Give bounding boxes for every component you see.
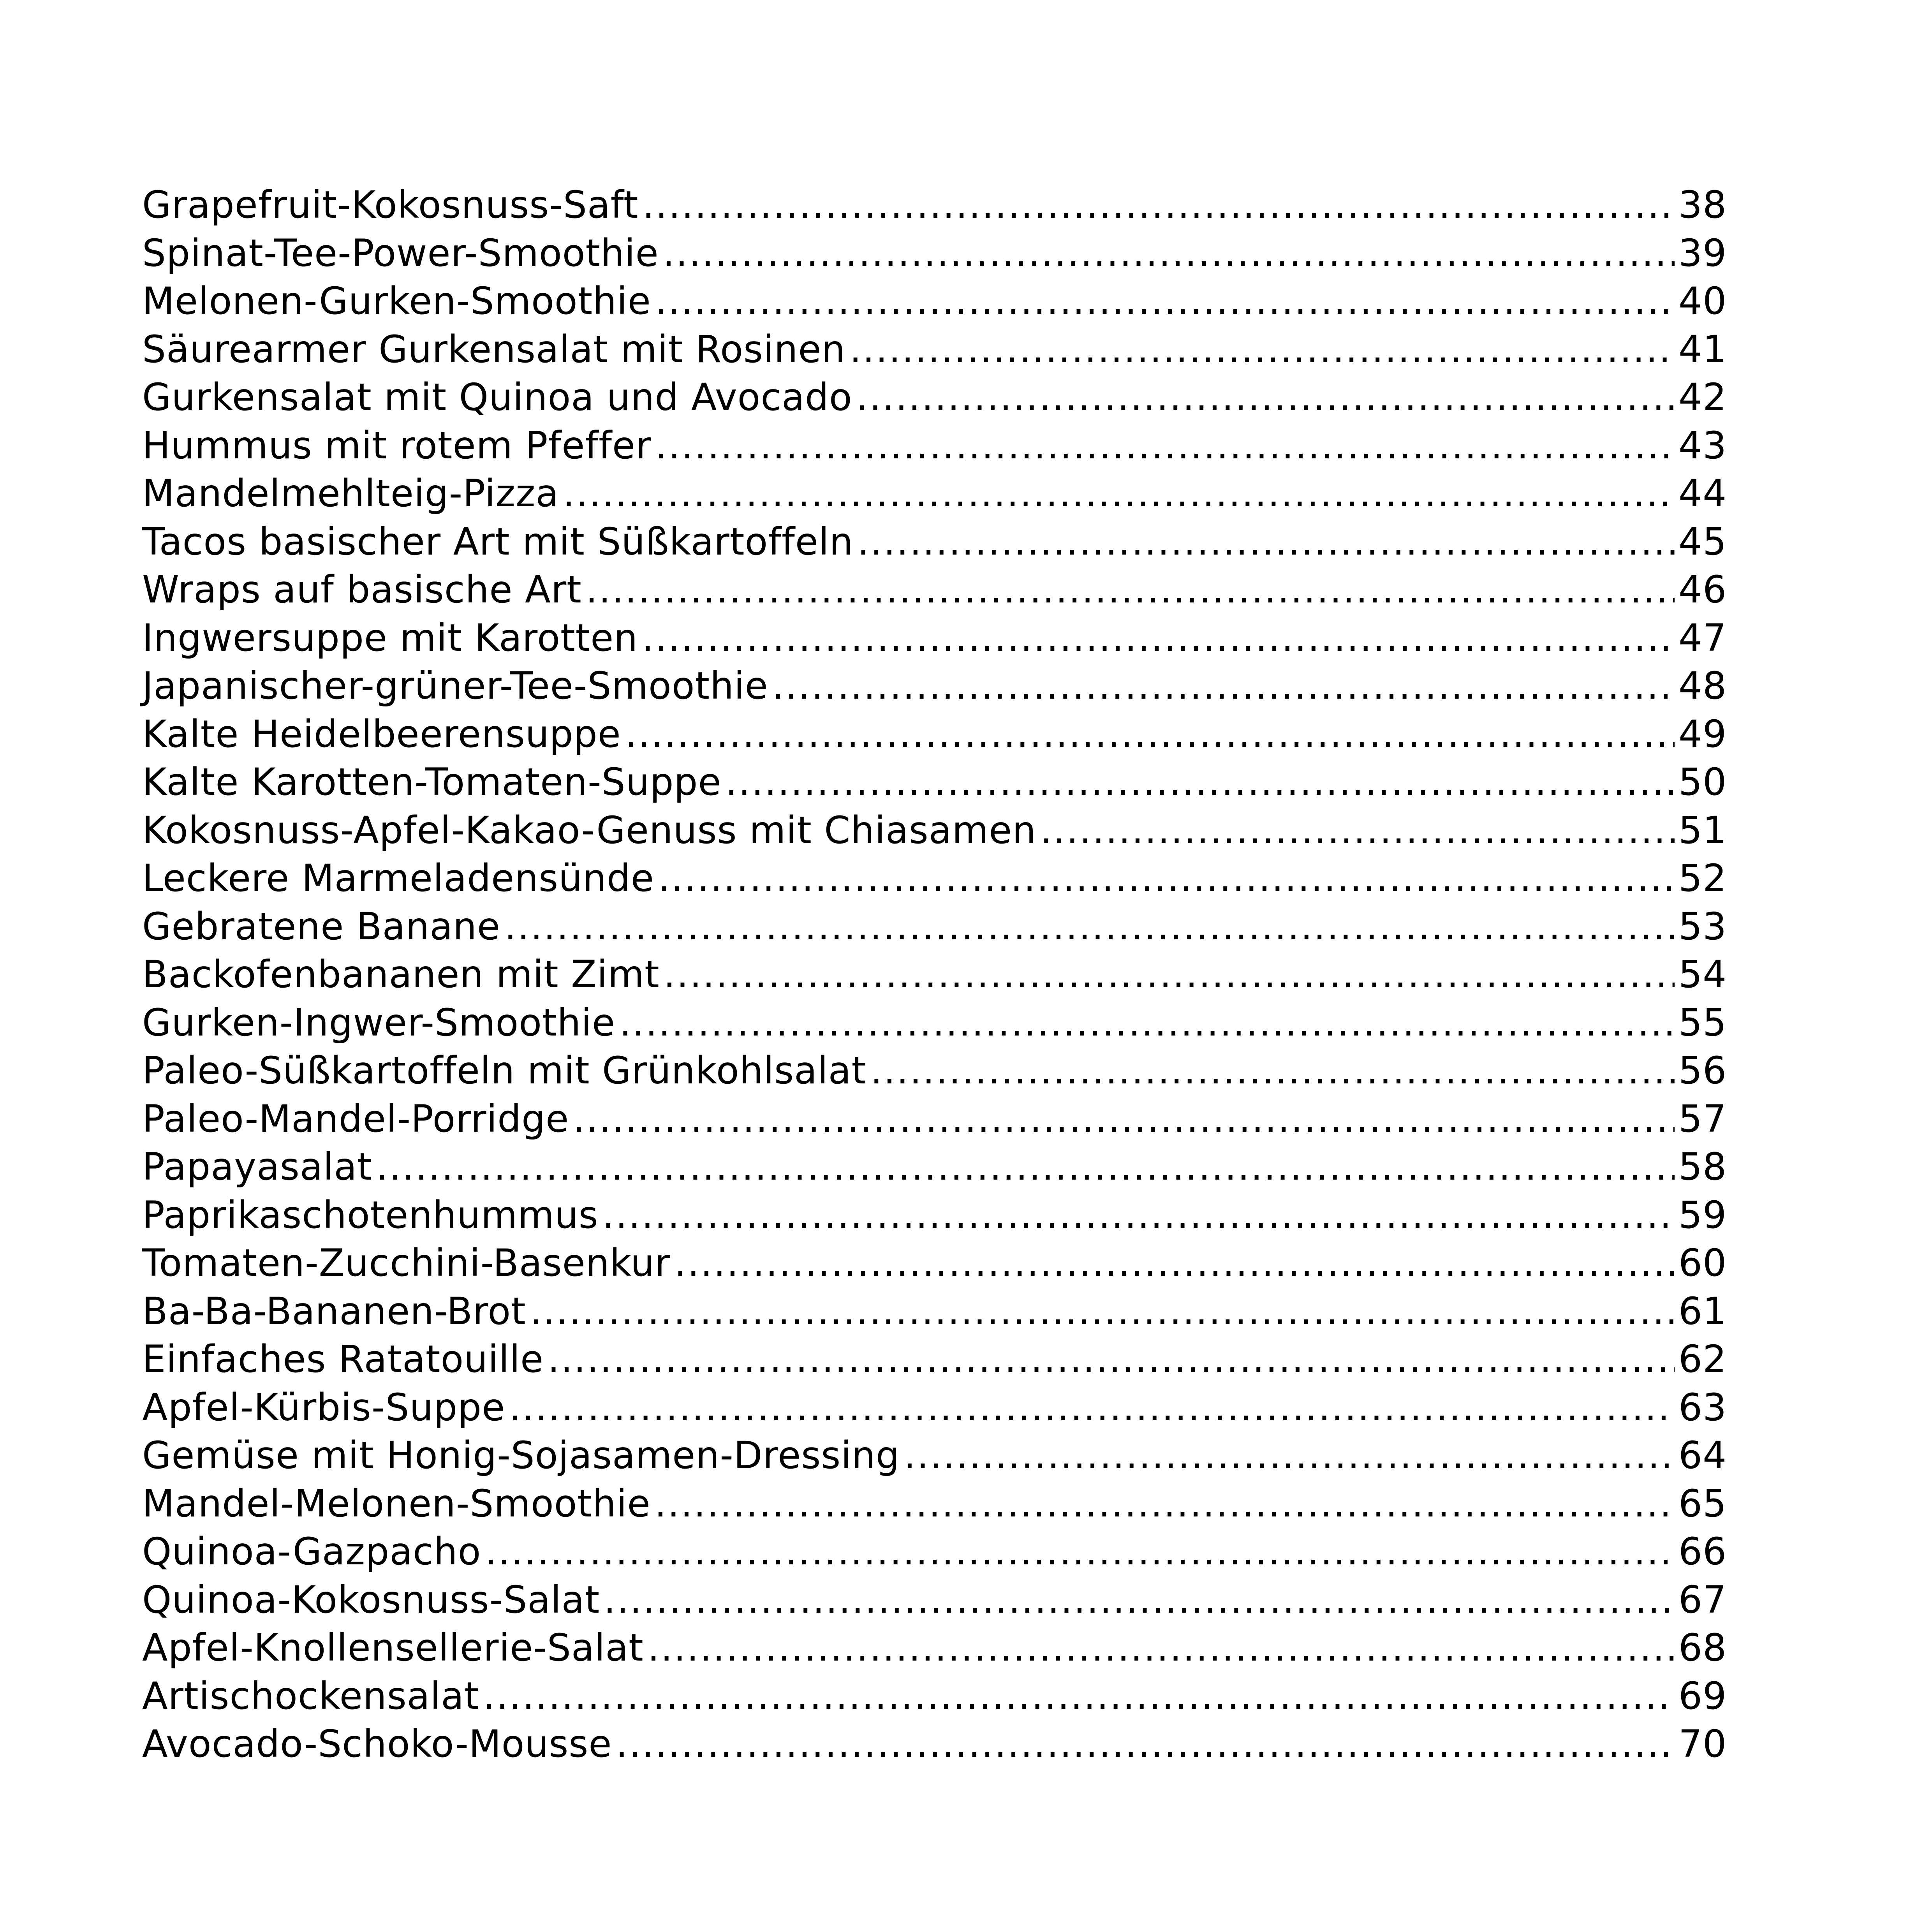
toc-entry-page-number: 69 <box>1678 1674 1727 1718</box>
toc-entry-page-number: 59 <box>1678 1193 1727 1237</box>
toc-dot-leader <box>563 470 1675 518</box>
toc-dot-leader <box>1040 807 1675 855</box>
toc-entry-page-number: 51 <box>1678 808 1727 852</box>
toc-entry-title: Papayasalat <box>142 1145 372 1189</box>
toc-entry-page-number: 41 <box>1678 327 1727 371</box>
toc-entry-page-number: 49 <box>1678 712 1727 756</box>
toc-entry[interactable] <box>142 1239 1727 1287</box>
toc-dot-leader <box>548 1335 1675 1384</box>
toc-entry[interactable] <box>142 999 1727 1047</box>
toc-entry-page-number: 54 <box>1678 953 1727 996</box>
toc-entry-page-number: 43 <box>1678 423 1727 467</box>
toc-entry[interactable] <box>142 1480 1727 1528</box>
toc-dot-leader <box>648 1624 1675 1672</box>
toc-entry-page-number: 45 <box>1678 520 1727 564</box>
toc-dot-leader <box>642 181 1675 229</box>
toc-entry-page-number: 58 <box>1678 1145 1727 1189</box>
toc-entry[interactable] <box>142 1720 1727 1768</box>
toc-dot-leader <box>616 1720 1675 1768</box>
toc-entry-page-number: 70 <box>1678 1722 1727 1766</box>
toc-entry-page-number: 60 <box>1678 1241 1727 1285</box>
toc-dot-leader <box>485 1528 1675 1576</box>
toc-entry[interactable] <box>142 181 1727 229</box>
toc-entry-title: Säurearmer Gurkensalat mit Rosinen <box>142 327 846 371</box>
toc-entry-title: Kalte Heidelbeerensuppe <box>142 712 621 756</box>
toc-entry[interactable] <box>142 1432 1727 1480</box>
toc-entry[interactable] <box>142 1528 1727 1576</box>
toc-entry[interactable] <box>142 1095 1727 1143</box>
toc-entry-title: Mandel-Melonen-Smoothie <box>142 1481 651 1525</box>
toc-entry-title: Ingwersuppe mit Karotten <box>142 616 638 660</box>
toc-dot-leader <box>504 903 1675 951</box>
toc-dot-leader <box>509 1384 1675 1432</box>
toc-entry-page-number: 47 <box>1678 616 1727 660</box>
toc-dot-leader <box>857 518 1675 566</box>
toc-dot-leader <box>376 1143 1675 1191</box>
toc-dot-leader <box>483 1672 1675 1721</box>
toc-entry-page-number: 68 <box>1678 1626 1727 1670</box>
toc-dot-leader <box>573 1095 1675 1143</box>
toc-entry-title: Grapefruit-Kokosnuss-Saft <box>142 183 639 227</box>
toc-entry[interactable] <box>142 229 1727 278</box>
toc-entry-title: Paleo-Mandel-Porridge <box>142 1097 569 1141</box>
toc-entry-page-number: 53 <box>1678 904 1727 948</box>
toc-entry-page-number: 52 <box>1678 856 1727 900</box>
table-of-contents <box>142 181 1727 1768</box>
toc-entry-page-number: 40 <box>1678 279 1727 323</box>
toc-entry-title: Leckere Marmeladensünde <box>142 856 654 900</box>
toc-entry-title: Wraps auf basische Art <box>142 568 582 611</box>
toc-entry[interactable] <box>142 854 1727 903</box>
toc-dot-leader <box>904 1432 1675 1480</box>
toc-entry-title: Melonen-Gurken-Smoothie <box>142 279 651 323</box>
toc-entry[interactable] <box>142 326 1727 374</box>
toc-entry[interactable] <box>142 373 1727 422</box>
toc-dot-leader <box>602 1191 1675 1240</box>
toc-entry-title: Einfaches Ratatouille <box>142 1337 544 1381</box>
toc-entry-title: Mandelmehlteig-Pizza <box>142 472 559 515</box>
toc-entry[interactable] <box>142 662 1727 710</box>
toc-dot-leader <box>625 710 1675 759</box>
toc-dot-leader <box>530 1287 1675 1336</box>
toc-entry-title: Kalte Karotten-Tomaten-Suppe <box>142 760 722 804</box>
toc-entry[interactable] <box>142 1143 1727 1191</box>
toc-entry-page-number: 66 <box>1678 1530 1727 1573</box>
toc-entry-title: Gurken-Ingwer-Smoothie <box>142 1000 616 1044</box>
toc-entry-page-number: 63 <box>1678 1385 1727 1429</box>
toc-entry-title: Hummus mit rotem Pfeffer <box>142 423 652 467</box>
toc-entry[interactable] <box>142 277 1727 326</box>
toc-entry[interactable] <box>142 1576 1727 1624</box>
toc-entry-title: Gurkensalat mit Quinoa und Avocado <box>142 375 852 419</box>
toc-dot-leader <box>655 1480 1675 1528</box>
toc-entry-page-number: 57 <box>1678 1097 1727 1141</box>
toc-entry[interactable] <box>142 470 1727 518</box>
toc-entry-title: Avocado-Schoko-Mousse <box>142 1722 612 1766</box>
toc-dot-leader <box>655 422 1675 470</box>
toc-entry-title: Kokosnuss-Apfel-Kakao-Genuss mit Chiasamen <box>142 808 1037 852</box>
toc-entry[interactable] <box>142 1047 1727 1095</box>
toc-dot-leader <box>870 1047 1675 1095</box>
toc-entry[interactable] <box>142 710 1727 759</box>
toc-entry[interactable] <box>142 422 1727 470</box>
toc-entry[interactable] <box>142 903 1727 951</box>
toc-dot-leader <box>619 999 1675 1047</box>
toc-entry-title: Quinoa-Kokosnuss-Salat <box>142 1578 600 1622</box>
toc-entry-title: Artischockensalat <box>142 1674 479 1718</box>
toc-entry-page-number: 67 <box>1678 1578 1727 1622</box>
toc-entry-title: Gebratene Banane <box>142 904 501 948</box>
toc-entry[interactable] <box>142 614 1727 662</box>
toc-entry[interactable] <box>142 1624 1727 1672</box>
toc-entry-page-number: 55 <box>1678 1000 1727 1044</box>
toc-dot-leader <box>658 854 1675 903</box>
toc-entry[interactable] <box>142 807 1727 855</box>
toc-dot-leader <box>772 662 1675 710</box>
toc-dot-leader <box>642 614 1675 662</box>
toc-entry-page-number: 44 <box>1678 472 1727 515</box>
toc-dot-leader <box>604 1576 1675 1624</box>
toc-entry-title: Ba-Ba-Bananen-Brot <box>142 1289 526 1333</box>
toc-entry-title: Spinat-Tee-Power-Smoothie <box>142 231 659 275</box>
toc-dot-leader <box>586 566 1675 614</box>
toc-entry-title: Gemüse mit Honig-Sojasamen-Dressing <box>142 1434 900 1477</box>
toc-entry[interactable] <box>142 1335 1727 1384</box>
toc-entry[interactable] <box>142 1287 1727 1336</box>
toc-dot-leader <box>664 951 1675 999</box>
toc-entry-page-number: 56 <box>1678 1049 1727 1092</box>
toc-entry-title: Japanischer-grüner-Tee-Smoothie <box>142 664 768 708</box>
toc-entry-page-number: 61 <box>1678 1289 1727 1333</box>
toc-entry-title: Backofenbananen mit Zimt <box>142 953 660 996</box>
toc-entry-title: Quinoa-Gazpacho <box>142 1530 481 1573</box>
toc-entry-title: Apfel-Kürbis-Suppe <box>142 1385 505 1429</box>
toc-entry[interactable] <box>142 1384 1727 1432</box>
toc-dot-leader <box>856 373 1675 422</box>
toc-entry[interactable] <box>142 518 1727 566</box>
toc-entry-title: Apfel-Knollensellerie-Salat <box>142 1626 644 1670</box>
toc-entry-page-number: 50 <box>1678 760 1727 804</box>
toc-entry-page-number: 38 <box>1678 183 1727 227</box>
toc-dot-leader <box>655 277 1675 326</box>
toc-entry-page-number: 64 <box>1678 1434 1727 1477</box>
toc-entry-page-number: 48 <box>1678 664 1727 708</box>
toc-entry-page-number: 39 <box>1678 231 1727 275</box>
toc-dot-leader <box>726 758 1675 807</box>
toc-entry-title: Tomaten-Zucchini-Basenkur <box>142 1241 671 1285</box>
toc-entry-page-number: 46 <box>1678 568 1727 611</box>
toc-entry-title: Tacos basischer Art mit Süßkartoffeln <box>142 520 854 564</box>
toc-entry-page-number: 65 <box>1678 1481 1727 1525</box>
toc-entry[interactable] <box>142 1191 1727 1240</box>
toc-entry[interactable] <box>142 758 1727 807</box>
toc-dot-leader <box>675 1239 1675 1287</box>
toc-entry-page-number: 62 <box>1678 1337 1727 1381</box>
toc-entry[interactable] <box>142 1672 1727 1721</box>
toc-dot-leader <box>663 229 1675 278</box>
toc-entry[interactable] <box>142 566 1727 614</box>
toc-entry[interactable] <box>142 951 1727 999</box>
toc-entry-page-number: 42 <box>1678 375 1727 419</box>
toc-entry-title: Paleo-Süßkartoffeln mit Grünkohlsalat <box>142 1049 867 1092</box>
toc-entry-title: Paprikaschotenhummus <box>142 1193 599 1237</box>
toc-dot-leader <box>849 326 1675 374</box>
